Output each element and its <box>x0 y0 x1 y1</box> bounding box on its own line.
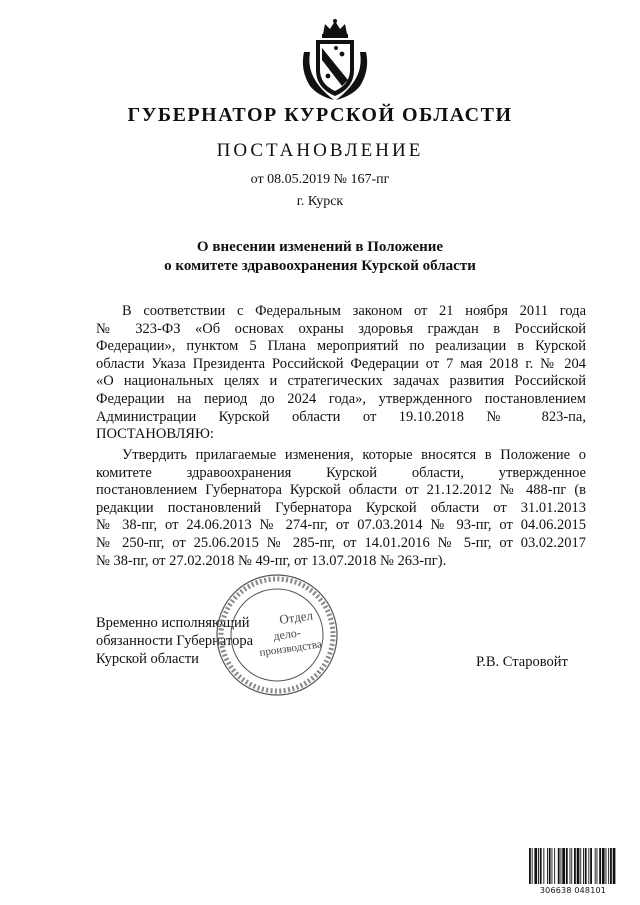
position-line-3: Курской области <box>96 651 199 667</box>
barcode-bar <box>549 848 551 884</box>
barcode-bar <box>554 848 555 884</box>
office-stamp <box>214 572 340 698</box>
barcode-bar <box>585 848 587 884</box>
barcode-bar <box>599 848 601 884</box>
position-line-1: Временно исполняющий <box>96 615 250 631</box>
body-line: ПОСТАНОВЛЯЮ: <box>96 426 214 443</box>
stamp-line-2: дело- <box>272 625 302 643</box>
barcode-bar <box>562 848 565 884</box>
body-paragraph-2 <box>96 447 586 570</box>
barcode-bar <box>561 848 562 884</box>
barcode-bar <box>574 848 576 884</box>
document-city: г. Курск <box>296 194 344 209</box>
signatory-name: Р.В. Старовойт <box>476 654 568 670</box>
barcode-bar <box>532 848 533 884</box>
barcode-bar <box>534 848 537 884</box>
body-line: № 38-пг, от 24.06.2013 № 274-пг, от 07.03.2014 № 93-пг, от 04.06.2015 <box>96 517 586 534</box>
barcode-bar <box>610 848 612 884</box>
barcode-bar <box>602 848 605 884</box>
barcode-bar <box>529 848 531 884</box>
body-line: Утвердить прилагаемые изменения, которые вносятся в Положение о <box>122 447 586 463</box>
body-line: Федерации на период до 2024 года», утвержденного постановлением <box>96 390 586 407</box>
body-line: редакции постановлений Губернатора Курской области от 31.01.2013 <box>96 499 586 516</box>
document-type: ПОСТАНОВЛЕНИЕ <box>216 140 424 161</box>
barcode-bar <box>547 848 548 884</box>
barcode-bar <box>588 848 589 884</box>
barcode-bar <box>571 848 572 884</box>
barcode-number: 306638 048101 <box>539 886 607 895</box>
barcode-bar <box>570 848 571 884</box>
body-line: комитете здравоохранения Курской области, утвержденное <box>96 464 586 481</box>
barcode-bar <box>590 848 592 884</box>
barcode-bar <box>577 848 580 884</box>
subject-line-2: о комитете здравоохранения Курской области <box>164 258 476 274</box>
body-line: Федерации», пунктом 5 Плана мероприятий по реализации в Курской <box>96 338 586 355</box>
body-line: В соответствии с Федеральным законом от 21 ноября 2011 года <box>122 303 586 319</box>
body-line: Администрации Курской области от 19.10.2018 № 823-па, <box>96 408 586 425</box>
barcode-bar <box>540 848 542 884</box>
body-line: «О национальных целях и стратегических задачах развития Российской <box>96 373 586 390</box>
barcode-bar <box>538 848 539 884</box>
stamp-line-3: производства <box>258 638 323 659</box>
barcode-bar <box>595 848 596 884</box>
document-date-number: от 08.05.2019 № 167-пг <box>250 172 390 187</box>
stamp-line-1: Отдел <box>278 607 314 627</box>
body-line: № 250-пг, от 25.06.2015 № 285-пг, от 14.01.2016 № 5-пг, от 03.02.2017 <box>96 534 586 551</box>
body-line: постановлением Губернатора Курской области от 21.12.2012 № 488-пг (в <box>96 482 586 499</box>
barcode-bar <box>543 848 544 884</box>
body-line: № 323-ФЗ «Об основах охраны здоровья граждан в Российской <box>96 320 586 337</box>
barcode-bar <box>608 848 609 884</box>
barcode-bar <box>558 848 560 884</box>
governor-title: ГУБЕРНАТОР КУРСКОЙ ОБЛАСТИ <box>127 104 513 126</box>
barcode-bar <box>613 848 616 884</box>
barcode-bar <box>597 848 598 884</box>
body-paragraph-1 <box>96 303 586 444</box>
barcode-bar <box>580 848 581 884</box>
barcode-bar <box>566 848 568 884</box>
barcode-bar <box>583 848 584 884</box>
document-subject <box>0 238 640 276</box>
body-line: № 38-пг, от 27.02.2018 № 49-пг, от 13.07.2018 № 263-пг). <box>96 552 447 569</box>
coat-of-arms-emblem <box>296 18 374 102</box>
position-line-2: обязанности Губернатора <box>96 633 254 649</box>
subject-line-1: О внесении изменений в Положение <box>196 239 444 255</box>
barcode-bar <box>552 848 553 884</box>
barcode-bar <box>606 848 607 884</box>
body-line: области Указа Президента Российской Федерации от 7 мая 2018 г. № 204 <box>96 355 586 372</box>
